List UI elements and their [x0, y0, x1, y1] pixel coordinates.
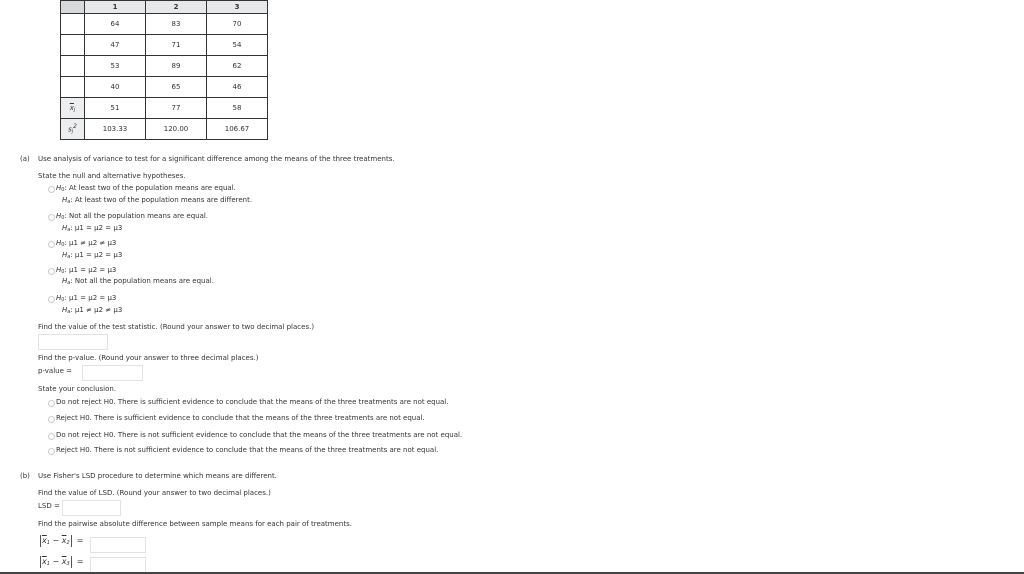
mean-row-label: $\overline{x}_j$ [61, 98, 85, 119]
conclusion-radio-1[interactable] [48, 400, 55, 407]
table-cell: 89 [146, 56, 207, 77]
hypothesis-radio-2[interactable] [48, 214, 55, 221]
hypothesis-option-5-ha: $H_a$: μ1 ≠ μ2 ≠ μ3 [62, 306, 123, 315]
conclusion-option-4: Reject H0. There is not sufficient evidence to conclude that the means of the three treatments are not equal. [56, 446, 439, 454]
conclusion-prompt: State your conclusion. [38, 385, 117, 393]
p-value-label: p-value = [38, 367, 72, 375]
table-cell: 54 [207, 35, 268, 56]
part-b-marker: (b) [20, 472, 30, 480]
lsd-label: LSD = [38, 502, 60, 510]
lsd-input[interactable] [62, 500, 121, 516]
mean-cell: 77 [146, 98, 207, 119]
variance-cell: 103.33 [85, 119, 146, 140]
table-cell: 64 [85, 14, 146, 35]
pair-1-3-label: $\overline{x}_1 - \overline{x}_3$ = [42, 557, 84, 567]
hypothesis-option-2-h0: $H_0$: Not all the population means are equal. [56, 212, 209, 221]
header-treatment-3: 3 [207, 1, 268, 14]
mean-cell: 51 [85, 98, 146, 119]
p-value-input[interactable] [82, 365, 143, 381]
conclusion-radio-3[interactable] [48, 433, 55, 440]
variance-row-label: $s_j^2$ [61, 119, 85, 140]
test-statistic-input[interactable] [38, 334, 108, 350]
test-statistic-prompt: Find the value of the test statistic. (Round your answer to two decimal places.) [38, 323, 315, 331]
hypothesis-radio-4[interactable] [48, 268, 55, 275]
hypothesis-radio-5[interactable] [48, 296, 55, 303]
conclusion-radio-2[interactable] [48, 416, 55, 423]
row-label [61, 77, 85, 98]
pair-1-2-label: $\overline{x}_1 - \overline{x}_2$ = [42, 536, 84, 546]
mean-cell: 58 [207, 98, 268, 119]
conclusion-radio-4[interactable] [48, 448, 55, 455]
table-header-row [61, 1, 268, 14]
hypothesis-option-3-ha: $H_a$: μ1 = μ2 = μ3 [62, 251, 123, 260]
table-row [61, 56, 268, 77]
conclusion-option-3: Do not reject H0. There is not sufficient evidence to conclude that the means of the three treatments are not equal. [56, 431, 463, 439]
table-cell: 53 [85, 56, 146, 77]
variance-cell: 120.00 [146, 119, 207, 140]
hypothesis-radio-1[interactable] [48, 186, 55, 193]
table-cell: 62 [207, 56, 268, 77]
header-treatment-1: 1 [85, 1, 146, 14]
table-row [61, 77, 268, 98]
hypothesis-option-2-ha: $H_a$: μ1 = μ2 = μ3 [62, 224, 123, 233]
table-cell: 46 [207, 77, 268, 98]
table-cell: 70 [207, 14, 268, 35]
table-cell: 83 [146, 14, 207, 35]
lsd-prompt: Find the value of LSD. (Round your answer to two decimal places.) [38, 489, 271, 497]
hypothesis-option-1-h0: $H_0$: At least two of the population means are equal. [56, 184, 236, 193]
part-a-marker: (a) [20, 155, 30, 163]
p-value-prompt: Find the p-value. (Round your answer to three decimal places.) [38, 354, 259, 362]
table-row [61, 35, 268, 56]
table-corner [61, 1, 85, 14]
table-row-variances [61, 119, 268, 140]
pairwise-prompt: Find the pairwise absolute difference between sample means for each pair of treatments. [38, 520, 352, 528]
table-row [61, 14, 268, 35]
hypotheses-prompt: State the null and alternative hypotheses. [38, 172, 186, 180]
data-table [60, 0, 268, 140]
part-a-prompt: Use analysis of variance to test for a significant difference among the means of the three treatments. [38, 155, 395, 163]
table-cell: 47 [85, 35, 146, 56]
hypothesis-radio-3[interactable] [48, 241, 55, 248]
hypothesis-option-1-ha: $H_a$: At least two of the population means are different. [62, 196, 253, 205]
pair-1-2-input[interactable] [90, 537, 146, 553]
row-label [61, 14, 85, 35]
part-b-prompt: Use Fisher's LSD procedure to determine which means are different. [38, 472, 277, 480]
table-cell: 71 [146, 35, 207, 56]
hypothesis-option-5-h0: $H_0$: μ1 = μ2 = μ3 [56, 294, 117, 303]
pair-1-3-input[interactable] [90, 557, 146, 573]
hypothesis-option-3-h0: $H_0$: μ1 ≠ μ2 ≠ μ3 [56, 239, 117, 248]
conclusion-option-2: Reject H0. There is sufficient evidence to conclude that the means of the three treatments are not equal. [56, 414, 425, 422]
hypothesis-option-4-h0: $H_0$: μ1 = μ2 = μ3 [56, 266, 117, 275]
table-cell: 65 [146, 77, 207, 98]
table-cell: 40 [85, 77, 146, 98]
table-row-means [61, 98, 268, 119]
conclusion-option-1: Do not reject H0. There is sufficient evidence to conclude that the means of the three treatments are not equal. [56, 398, 449, 406]
hypothesis-option-4-ha: $H_a$: Not all the population means are equal. [62, 277, 214, 286]
row-label [61, 56, 85, 77]
variance-cell: 106.67 [207, 119, 268, 140]
row-label [61, 35, 85, 56]
header-treatment-2: 2 [146, 1, 207, 14]
